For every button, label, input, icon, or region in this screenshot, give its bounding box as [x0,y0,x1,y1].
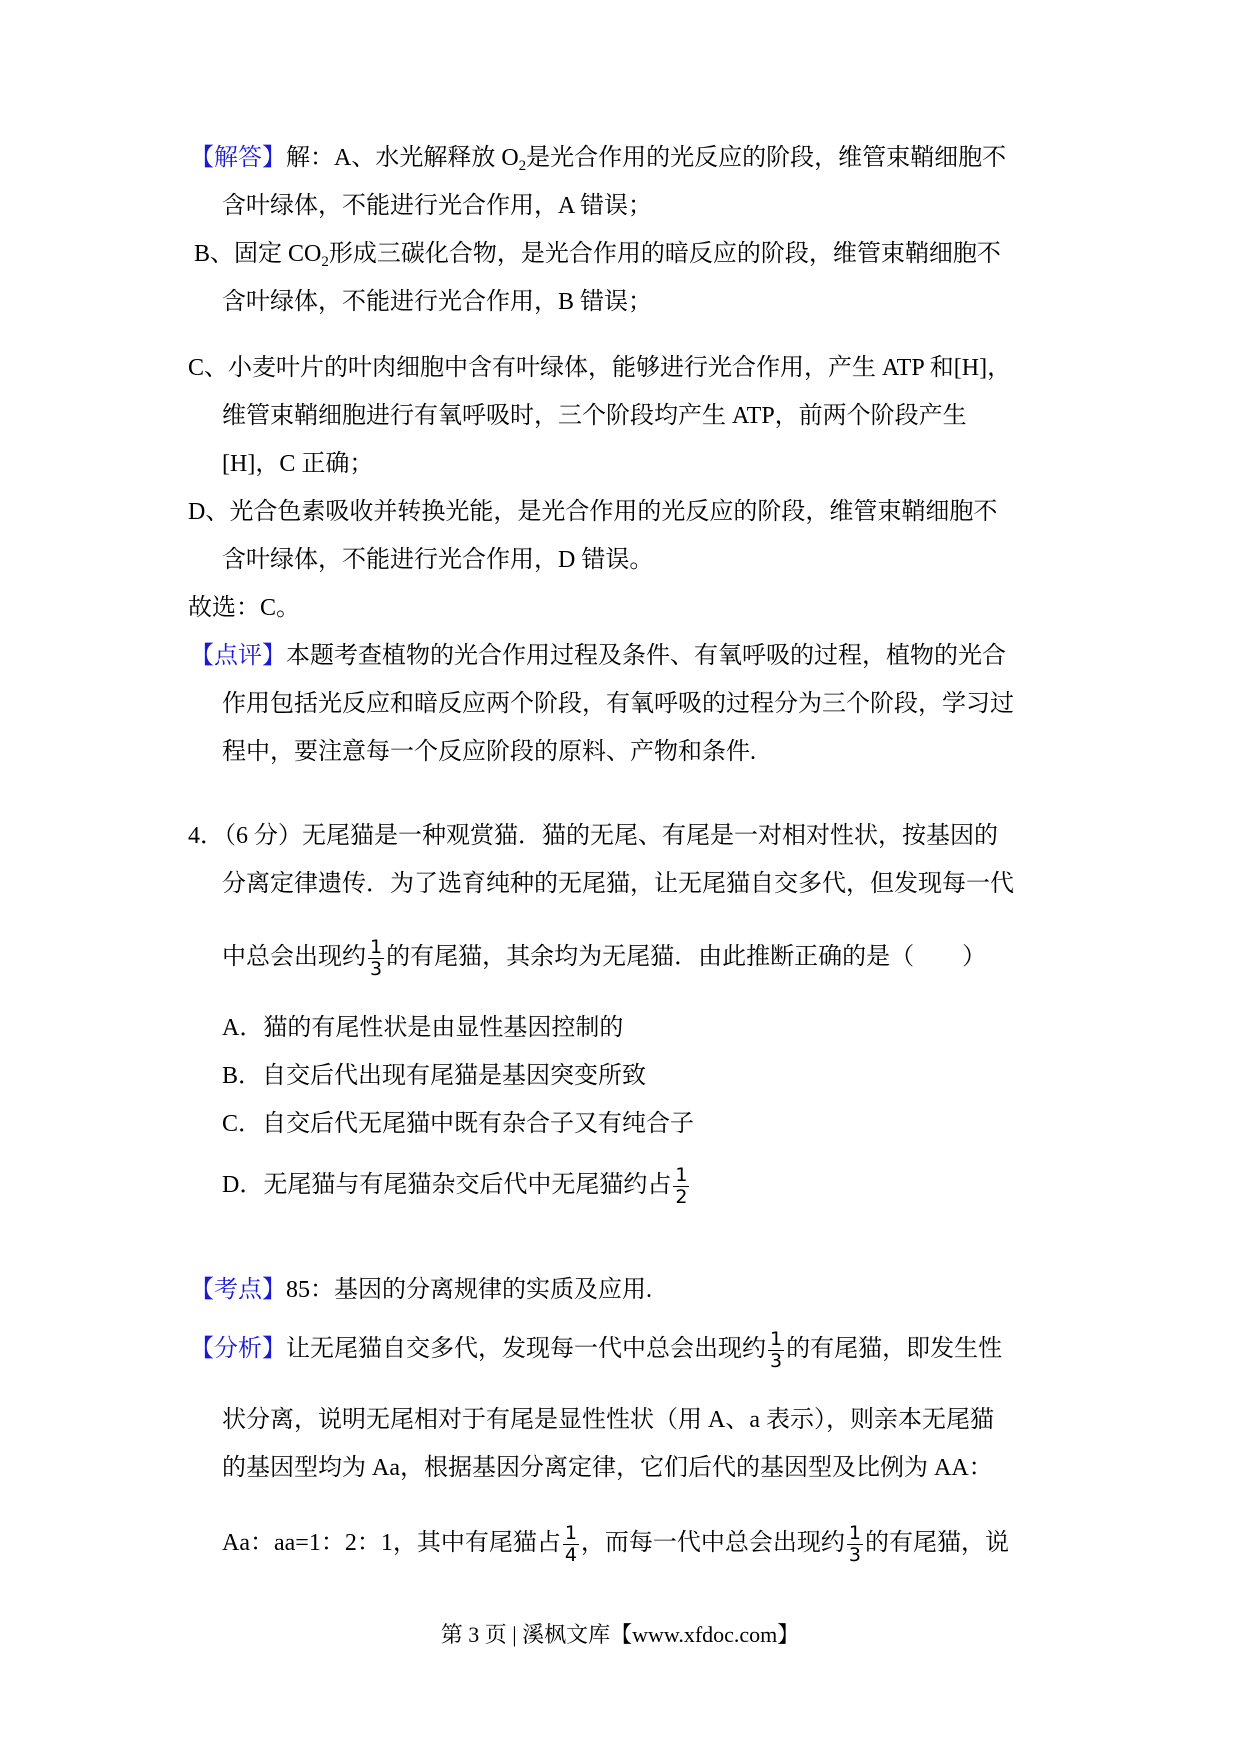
comment-line-3: 程中，要注意每一个反应阶段的原料、产物和条件. [222,739,756,765]
analysis-text: 的有尾猫，即发生性 [786,1336,1003,1363]
analysis-line-2: 状分离，说明无尾相对于有尾是显性性状（用 A、a 表示），则亲本无尾猫 [222,1407,994,1433]
answer-line-7: [H]，C 正确； [222,451,374,477]
answer-line-3 [194,236,1001,280]
question-text: 的有尾猫，其余均为无尾猫．由此推断正确的是（ ） [386,944,987,971]
answer-line-5: C、小麦叶片的叶肉细胞中含有叶绿体，能够进行光合作用，产生 ATP 和[H]， [188,355,1012,381]
comment-label: 【点评】 [190,643,286,669]
subscript: 2 [518,158,527,174]
fraction-numerator: 1 [370,936,383,958]
answer-text: 解：A、水光解释放 O [286,145,519,171]
analysis-label: 【分析】 [190,1336,286,1363]
question-line-3 [222,938,986,979]
analysis-text: Aa：aa=1：2：1，其中有尾猫占 [222,1530,561,1557]
comment-line-2: 作用包括光反应和暗反应两个阶段，有氧呼吸的过程分为三个阶段，学习过 [222,691,1014,717]
fraction-denominator: 4 [564,1544,577,1566]
option-d [222,1166,691,1207]
keypoint-text: 85：基因的分离规律的实质及应用. [286,1277,652,1303]
option-b: B．自交后代出现有尾猫是基因突变所致 [222,1063,647,1089]
answer-line-8: D、光合色素吸收并转换光能，是光合作用的光反应的阶段，维管束鞘细胞不 [188,499,998,525]
answer-line-4: 含叶绿体，不能进行光合作用，B 错误； [222,289,653,315]
analysis-line-4 [222,1524,1009,1565]
answer-line-1 [190,140,1006,184]
answer-text: 是光合作用的光反应的阶段，维管束鞘细胞不 [526,145,1007,171]
fraction-numerator: 1 [564,1522,577,1544]
fraction [847,1524,863,1565]
option-a: A．猫的有尾性状是由显性基因控制的 [222,1015,624,1041]
fraction-denominator: 3 [848,1544,862,1566]
fraction-denominator: 3 [370,958,383,980]
keypoint-label: 【考点】 [190,1277,286,1303]
option-d-text: D．无尾猫与有尾猫杂交后代中无尾猫约占 [222,1172,672,1199]
keypoint-line [190,1272,652,1308]
fraction [563,1524,579,1565]
answer-text: B、固定 CO [194,241,322,267]
analysis-line-3: 的基因型均为 Aa，根据基因分离定律，它们后代的基因型及比例为 AA： [222,1455,993,1481]
subscript: 2 [321,254,329,270]
page-footer: 第 3 页 | 溪枫文库【www.xfdoc.com】 [440,1622,800,1647]
analysis-text: ，而每一代中总会出现约 [580,1530,845,1557]
question-line-2: 分离定律遗传．为了选育纯种的无尾猫，让无尾猫自交多代，但发现每一代 [222,871,1014,897]
fraction-numerator: 1 [675,1164,688,1186]
comment-text: 本题考查植物的光合作用过程及条件、有氧呼吸的过程，植物的光合 [286,643,1006,669]
analysis-text: 让无尾猫自交多代，发现每一代中总会出现约 [286,1336,766,1363]
fraction [368,938,384,979]
fraction [768,1330,784,1371]
analysis-line-1 [190,1330,1002,1371]
fraction-denominator: 3 [770,1350,783,1372]
fraction [673,1166,689,1207]
answer-text: 形成三碳化合物，是光合作用的暗反应的阶段，维管束鞘细胞不 [328,241,1001,267]
analysis-text: 的有尾猫，说 [865,1530,1010,1557]
comment-line-1 [190,638,1006,674]
answer-line-10: 故选：C。 [188,595,301,621]
question-text: 中总会出现约 [222,944,366,971]
answer-line-6: 维管束鞘细胞进行有氧呼吸时，三个阶段均产生 ATP，前两个阶段产生 [222,403,967,429]
fraction-numerator: 1 [848,1522,862,1544]
fraction-denominator: 2 [675,1186,688,1208]
answer-line-9: 含叶绿体，不能进行光合作用，D 错误。 [222,547,654,573]
fraction-numerator: 1 [770,1328,783,1350]
answer-line-2: 含叶绿体，不能进行光合作用，A 错误； [222,193,653,219]
answer-label: 【解答】 [190,145,286,171]
question-line-1: 4．（6 分）无尾猫是一种观赏猫．猫的无尾、有尾是一对相对性状，按基因的 [188,823,998,849]
option-c: C．自交后代无尾猫中既有杂合子又有纯合子 [222,1111,695,1137]
